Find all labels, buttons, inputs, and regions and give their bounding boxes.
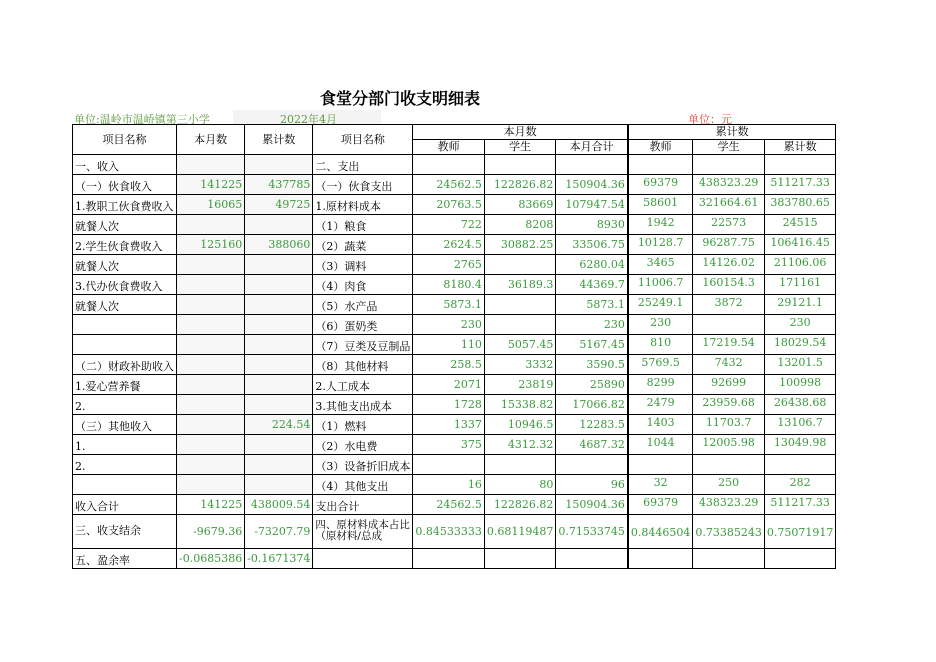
header-cum-total: 累计数 (764, 140, 835, 155)
table-cell: 1044 (628, 435, 693, 455)
table-cell: 69379 (628, 495, 693, 515)
table-cell (245, 435, 313, 455)
table-row (73, 515, 836, 549)
table-row (73, 395, 836, 415)
table-cell: 511217.33 (764, 175, 835, 195)
table-cell: 0.84533333 (413, 515, 484, 549)
table-cell: 107947.54 (556, 195, 628, 215)
table-cell: 3590.5 (556, 355, 628, 375)
table-cell: （4）其他支出 (313, 475, 413, 495)
table-cell: 230 (413, 315, 484, 335)
table-cell: 58601 (628, 195, 693, 215)
table-cell: 1. (73, 435, 177, 455)
table-cell: 一、收入 (73, 155, 177, 175)
table-row (73, 455, 836, 475)
table-cell (245, 255, 313, 275)
table-cell: 12005.98 (693, 435, 764, 455)
table-cell (245, 395, 313, 415)
table-cell: （三）其他收入 (73, 415, 177, 435)
table-cell: 12283.5 (556, 415, 628, 435)
table-cell (177, 275, 245, 295)
table-row (73, 295, 836, 315)
header-this-month: 本月数 (177, 125, 245, 155)
table-cell (693, 455, 764, 475)
header-cumulative: 累计数 (245, 125, 313, 155)
table-cell: 92699 (693, 375, 764, 395)
table-cell (764, 155, 835, 175)
table-cell: 10946.5 (484, 415, 555, 435)
table-cell: 122826.82 (484, 175, 555, 195)
table-cell: 2. (73, 395, 177, 415)
table-cell: 17219.54 (693, 335, 764, 355)
table-cell (628, 455, 693, 475)
table-cell: 282 (764, 475, 835, 495)
table-cell: 24562.5 (413, 175, 484, 195)
table-cell: 44369.7 (556, 275, 628, 295)
table-cell: （2）蔬菜 (313, 235, 413, 255)
table-cell: 就餐人次 (73, 295, 177, 315)
table-cell (556, 155, 628, 175)
table-cell: 14126.02 (693, 255, 764, 275)
table-cell: 150904.36 (556, 175, 628, 195)
table-cell: 2765 (413, 255, 484, 275)
table-cell: 1.爱心营养餐 (73, 375, 177, 395)
table-cell: 收入合计 (73, 495, 177, 515)
table-cell: 0.8446504 (628, 515, 693, 549)
table-cell: 五、盈余率 (73, 549, 177, 569)
table-cell (245, 215, 313, 235)
table-cell: 3332 (484, 355, 555, 375)
table-cell: 13049.98 (764, 435, 835, 455)
table-row (73, 275, 836, 295)
table-cell (177, 375, 245, 395)
table-cell: 1728 (413, 395, 484, 415)
table-cell (177, 355, 245, 375)
table-cell: 375 (413, 435, 484, 455)
table-cell: 0.71533745 (556, 515, 628, 549)
table-cell: 23959.68 (693, 395, 764, 415)
table-cell: 258.5 (413, 355, 484, 375)
table-cell: 2.学生伙食费收入 (73, 235, 177, 255)
table-cell: （3）设备折旧成本 (313, 455, 413, 475)
table-cell: 5057.45 (484, 335, 555, 355)
table-cell (73, 475, 177, 495)
table-cell: 106416.45 (764, 235, 835, 255)
table-cell: 437785 (245, 175, 313, 195)
header-month-total: 本月合计 (556, 140, 628, 155)
table-cell: 18029.54 (764, 335, 835, 355)
table-cell: -0.0685386 (177, 549, 245, 569)
table-cell: 8208 (484, 215, 555, 235)
table-cell: 4312.32 (484, 435, 555, 455)
table-body (73, 155, 836, 569)
table-cell: （3）调料 (313, 255, 413, 275)
table-cell (484, 255, 555, 275)
table-row (73, 215, 836, 235)
table-cell: 3.其他支出成本 (313, 395, 413, 415)
table-cell: 3.代办伙食费收入 (73, 275, 177, 295)
table-cell: 0.73385243 (693, 515, 764, 549)
table-cell: 125160 (177, 235, 245, 255)
table-cell (484, 155, 555, 175)
table-cell: 171161 (764, 275, 835, 295)
currency-unit: 单位：元 (688, 113, 732, 126)
table-cell: （一）伙食收入 (73, 175, 177, 195)
table-cell: 722 (413, 215, 484, 235)
table-cell (245, 475, 313, 495)
table-cell (313, 549, 413, 569)
table-cell: 96 (556, 475, 628, 495)
table-cell (693, 315, 764, 335)
table-row (73, 195, 836, 215)
table-cell (413, 549, 484, 569)
table-cell: 1.教职工伙食费收入 (73, 195, 177, 215)
expense-table (72, 124, 836, 569)
header-this-month-group: 本月数 (413, 125, 628, 140)
table-cell: 141225 (177, 495, 245, 515)
table-cell: 四、原材料成本占比 （原材料/总成 (313, 515, 413, 549)
table-cell: 16 (413, 475, 484, 495)
header-item-name: 项目名称 (73, 125, 177, 155)
table-cell: 16065 (177, 195, 245, 215)
table-cell: 1942 (628, 215, 693, 235)
table-cell (177, 475, 245, 495)
table-cell: 5873.1 (556, 295, 628, 315)
table-cell (177, 155, 245, 175)
table-cell: 122826.82 (484, 495, 555, 515)
table-cell: 11703.7 (693, 415, 764, 435)
table-cell (245, 375, 313, 395)
table-cell: 83669 (484, 195, 555, 215)
table-row (73, 415, 836, 435)
table-cell: （二）财政补助收入 (73, 355, 177, 375)
header-cumulative-group: 累计数 (628, 125, 836, 140)
table-cell (484, 549, 555, 569)
table-cell: 49725 (245, 195, 313, 215)
table-cell: 4687.32 (556, 435, 628, 455)
table-cell: （1）燃料 (313, 415, 413, 435)
table-cell: 810 (628, 335, 693, 355)
table-cell (556, 455, 628, 475)
table-cell: 2. (73, 455, 177, 475)
header-teacher: 教师 (413, 140, 484, 155)
table-cell: 6280.04 (556, 255, 628, 275)
table-cell: 96287.75 (693, 235, 764, 255)
table-cell: 8299 (628, 375, 693, 395)
table-cell: -73207.79 (245, 515, 313, 549)
table-cell: 33506.75 (556, 235, 628, 255)
table-cell: （2）水电费 (313, 435, 413, 455)
table-cell: 230 (628, 315, 693, 335)
table-cell (177, 215, 245, 235)
table-cell: 支出合计 (313, 495, 413, 515)
table-cell: 1.原材料成本 (313, 195, 413, 215)
table-cell: 就餐人次 (73, 255, 177, 275)
table-cell: 7432 (693, 355, 764, 375)
table-cell (413, 455, 484, 475)
table-cell (484, 455, 555, 475)
table-cell: 13106.7 (764, 415, 835, 435)
table-cell: 29121.1 (764, 295, 835, 315)
table-cell: 25890 (556, 375, 628, 395)
table-cell: 8180.4 (413, 275, 484, 295)
table-cell: 1403 (628, 415, 693, 435)
table-cell: 25249.1 (628, 295, 693, 315)
header-item-name-2: 项目名称 (313, 125, 413, 155)
table-cell (177, 435, 245, 455)
table-cell (177, 395, 245, 415)
table-row (73, 255, 836, 275)
table-cell (484, 315, 555, 335)
table-cell: 就餐人次 (73, 215, 177, 235)
table-row (73, 355, 836, 375)
table-cell: 100998 (764, 375, 835, 395)
table-cell: 26438.68 (764, 395, 835, 415)
table-cell (245, 455, 313, 475)
table-cell: 80 (484, 475, 555, 495)
table-cell: （7）豆类及豆制品 (313, 335, 413, 355)
table-cell: 32 (628, 475, 693, 495)
table-cell: 321664.61 (693, 195, 764, 215)
table-cell: 22573 (693, 215, 764, 235)
table-cell (764, 455, 835, 475)
table-cell: 11006.7 (628, 275, 693, 295)
table-cell (245, 275, 313, 295)
table-cell: 30882.25 (484, 235, 555, 255)
table-cell: 17066.82 (556, 395, 628, 415)
table-cell: 438323.29 (693, 495, 764, 515)
table-cell: 3465 (628, 255, 693, 275)
table-cell: 8930 (556, 215, 628, 235)
table-row (73, 155, 836, 175)
table-cell (693, 155, 764, 175)
table-cell: （5）水产品 (313, 295, 413, 315)
table-cell (413, 155, 484, 175)
table-cell: 0.68119487 (484, 515, 555, 549)
table-cell: -9679.36 (177, 515, 245, 549)
table-cell (693, 549, 764, 569)
table-cell: 388060 (245, 235, 313, 255)
table-cell (177, 455, 245, 475)
table-cell: 21106.06 (764, 255, 835, 275)
table-cell: （4）肉食 (313, 275, 413, 295)
table-cell: 160154.3 (693, 275, 764, 295)
table-row (73, 375, 836, 395)
table-row (73, 335, 836, 355)
table-cell: 1337 (413, 415, 484, 435)
table-cell: 511217.33 (764, 495, 835, 515)
table-cell (177, 415, 245, 435)
table-cell: 3872 (693, 295, 764, 315)
table-cell: 69379 (628, 175, 693, 195)
unit-label: 单位:温岭市温峤镇第三小学 (74, 113, 210, 126)
table-cell (628, 155, 693, 175)
table-row (73, 435, 836, 455)
table-cell: 110 (413, 335, 484, 355)
table-row (73, 475, 836, 495)
table-cell: 2624.5 (413, 235, 484, 255)
table-cell (245, 295, 313, 315)
table-cell (177, 295, 245, 315)
table-cell: 15338.82 (484, 395, 555, 415)
table-cell: 5769.5 (628, 355, 693, 375)
table-cell: 2071 (413, 375, 484, 395)
table-row (73, 175, 836, 195)
table-cell: 230 (764, 315, 835, 335)
table-cell (177, 335, 245, 355)
table-cell: 13201.5 (764, 355, 835, 375)
table-cell: 23819 (484, 375, 555, 395)
table-cell: 10128.7 (628, 235, 693, 255)
header-student-cum: 学生 (693, 140, 764, 155)
table-cell: 2479 (628, 395, 693, 415)
header-student: 学生 (484, 140, 555, 155)
table-cell: 224.54 (245, 415, 313, 435)
table-cell (245, 155, 313, 175)
table-cell: 二、支出 (313, 155, 413, 175)
table-cell: 2.人工成本 (313, 375, 413, 395)
table-row (73, 495, 836, 515)
table-cell: 24562.5 (413, 495, 484, 515)
page-title: 食堂分部门收支明细表 (319, 89, 480, 108)
table-row (73, 315, 836, 335)
table-cell (177, 255, 245, 275)
table-cell: 5873.1 (413, 295, 484, 315)
table-cell: （8）其他材料 (313, 355, 413, 375)
table-cell (484, 295, 555, 315)
table-cell: 20763.5 (413, 195, 484, 215)
table-cell (73, 335, 177, 355)
table-row (73, 549, 836, 569)
table-cell: -0.1671374 (245, 549, 313, 569)
table-cell: 383780.65 (764, 195, 835, 215)
report-date: 2022年4月 (280, 113, 337, 126)
table-cell (177, 315, 245, 335)
table-cell (73, 315, 177, 335)
table-cell: 24515 (764, 215, 835, 235)
table-row (73, 235, 836, 255)
table-cell (245, 335, 313, 355)
table-cell: 5167.45 (556, 335, 628, 355)
table-cell: 三、收支结余 (73, 515, 177, 549)
table-cell (245, 355, 313, 375)
table-cell (245, 315, 313, 335)
header-teacher-cum: 教师 (628, 140, 693, 155)
table-cell: （6）蛋奶类 (313, 315, 413, 335)
table-cell (556, 549, 628, 569)
table-cell (628, 549, 693, 569)
table-cell: 230 (556, 315, 628, 335)
table-cell: 438009.54 (245, 495, 313, 515)
table-cell: 438323.29 (693, 175, 764, 195)
table-cell: 141225 (177, 175, 245, 195)
table-cell: 150904.36 (556, 495, 628, 515)
table-cell: （1）粮食 (313, 215, 413, 235)
table-cell: 36189.3 (484, 275, 555, 295)
table-cell: 250 (693, 475, 764, 495)
table-cell: 0.75071917 (764, 515, 835, 549)
table-cell: （一）伙食支出 (313, 175, 413, 195)
table-cell (764, 549, 835, 569)
